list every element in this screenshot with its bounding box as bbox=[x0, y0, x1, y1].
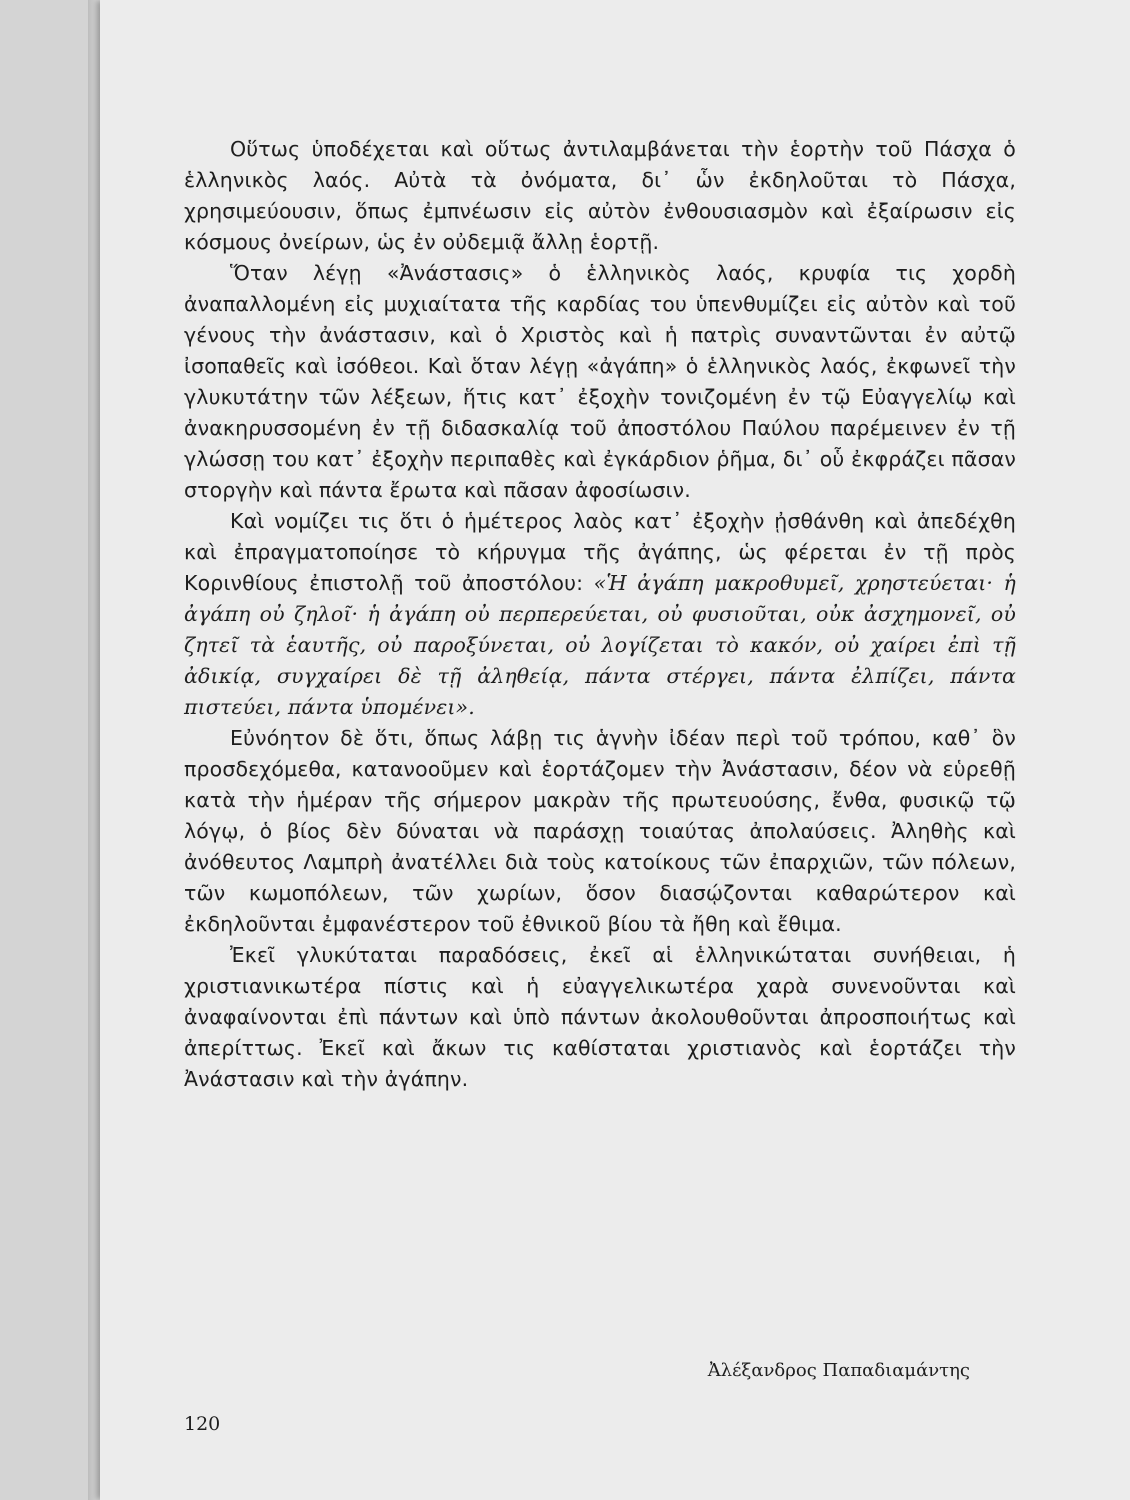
author-signature: Ἀλέξανδρος Παπαδιαμάντης bbox=[707, 1360, 970, 1381]
paragraph-4: Εὐνόητον δὲ ὅτι, ὅπως λάβῃ τις ἁγνὴν ἰδέαν περὶ τοῦ τρόπου, καθ᾽ ὃν προσδεχόμεθα, κατανοοῦμεν καὶ ἑορτάζομεν τὴν Ἀνάστασιν, δέον νὰ εὑρεθῇ κατὰ τὴν ἡμέραν τῆς σήμερον μακρὰν τῆς πρωτευούσης, ἔνθα, φυσικῷ τῷ λόγῳ, ὁ βίος δὲν δύναται νὰ παράσχῃ τοιαύτας ἀπολαύσεις. Ἀληθὴς καὶ ἀνόθευτος Λαμπρὴ ἀνατέλλει διὰ τοὺς κατοίκους τῶν ἐπαρχιῶν, τῶν πόλεων, τῶν κωμοπόλεων, τῶν χωρίων, ὅσον διασῴζονται καθαρώτερον καὶ ἐκδηλοῦνται ἐμφανέστερον τοῦ ἐθνικοῦ βίου τὰ ἤθη καὶ ἔθιμα. bbox=[184, 726, 1016, 936]
paragraph-5: Ἐκεῖ γλυκύταται παραδόσεις, ἐκεῖ αἱ ἑλληνικώταται συνήθειαι, ἡ χριστιανικωτέρα πίστις καὶ ἡ εὐαγγελικωτέρα χαρὰ συνενοῦνται καὶ ἀναφαίνονται ἐπὶ πάντων καὶ ὑπὸ πάντων ἀκολουθοῦνται ἀπροσποιήτως καὶ ἀπερίττως. Ἐκεῖ καὶ ἄκων τις καθίσταται χριστιανὸς καὶ ἑορτάζει τὴν Ἀνάστασιν καὶ τὴν ἀγάπην. bbox=[184, 943, 1016, 1091]
page-edge bbox=[88, 0, 100, 1500]
corinthians-quote: «Ἡ ἀγάπη μακροθυμεῖ, χρηστεύεται· ἡ ἀγάπη οὐ ζηλοῖ· ἡ ἀγάπη οὐ περπερεύεται, οὐ φυσιοῦται, οὐκ ἀσχημονεῖ, οὐ ζητεῖ τὰ ἑαυτῆς, οὐ παροξύνεται, οὐ λογίζεται τὸ κακόν, οὐ χαίρει ἐπὶ τῇ ἀδικίᾳ, συγχαίρει δὲ τῇ ἀληθείᾳ, πάντα στέργει, πάντα ἐλπίζει, πάντα πιστεύει, πάντα ὑπομένει». bbox=[184, 571, 1016, 719]
paragraph-3 bbox=[184, 506, 1016, 723]
paragraph-2: Ὅταν λέγῃ «Ἀνάστασις» ὁ ἑλληνικὸς λαός, κρυφία τις χορδὴ ἀναπαλλομένη εἰς μυχιαίτατα τῆς καρδίας του ὑπενθυμίζει εἰς αὐτὸν καὶ τοῦ γένους τὴν ἀνάστασιν, καὶ ὁ Χριστὸς καὶ ἡ πατρὶς συναντῶνται ἐν αὐτῷ ἰσοπαθεῖς καὶ ἰσόθεοι. Καὶ ὅταν λέγῃ «ἀγάπη» ὁ ἑλληνικὸς λαός, ἐκφωνεῖ τὴν γλυκυτάτην τῶν λέξεων, ἥτις κατ᾽ ἐξοχὴν τονιζομένη ἐν τῷ Εὐαγγελίῳ καὶ ἀνακηρυσσομένη ἐν τῇ διδασκαλίᾳ τοῦ ἀποστόλου Παύλου παρέμεινεν ἐν τῇ γλώσσῃ του κατ᾽ ἐξοχὴν περιπαθὲς καὶ ἐγκάρδιον ῥῆμα, δι᾽ οὗ ἐκφράζει πᾶσαν στοργὴν καὶ πάντα ἔρωτα καὶ πᾶσαν ἀφοσίωσιν. bbox=[184, 261, 1016, 502]
article-body bbox=[184, 134, 1016, 1095]
page-number: 120 bbox=[184, 1413, 221, 1435]
paragraph-3-intro: Καὶ νομίζει τις ὅτι ὁ ἡμέτερος λαὸς κατ᾽ ἐξοχὴν ᾐσθάνθη καὶ ἀπεδέχθη καὶ ἐπραγματοποίησε τὸ κήρυγμα τῆς ἀγάπης, ὡς φέρεται ἐν τῇ πρὸς Κορινθίους ἐπιστολῇ τοῦ ἀποστόλου: bbox=[184, 509, 1016, 595]
paragraph-1: Οὕτως ὑποδέχεται καὶ οὕτως ἀντιλαμβάνεται τὴν ἑορτὴν τοῦ Πάσχα ὁ ἑλληνικὸς λαός. Αὐτὰ τὰ ὀνόματα, δι᾽ ὧν ἐκδηλοῦται τὸ Πάσχα, χρησιμεύουσιν, ὅπως ἐμπνέωσιν εἰς αὐτὸν ἐνθουσιασμὸν καὶ ἐξαίρωσιν εἰς κόσμους ὀνείρων, ὡς ἐν οὐδεμιᾷ ἄλλῃ ἑορτῇ. bbox=[184, 137, 1016, 254]
